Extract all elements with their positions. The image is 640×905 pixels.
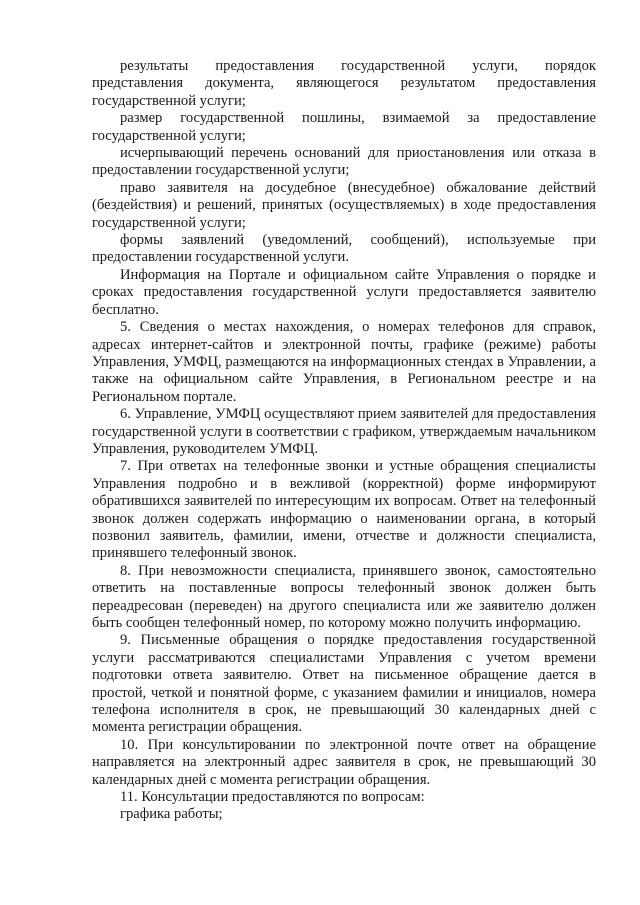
paragraph-5-locations: 5. Сведения о местах нахождения, о номерах телефонов для справок, адресах интернет-сайтов и электронной почты, графике (режиме) работы Управления, УМФЦ, размещаются на информационных стендах в Управлении, а также на официальном сайте Управления, в Региональном реестре и на Региональном портале. (92, 319, 596, 405)
paragraph-application-forms: формы заявлений (уведомлений, сообщений), используемые при предоставлении государственной услуги. (92, 232, 596, 266)
paragraph-8-redirect: 8. При невозможности специалиста, принявшего звонок, самостоятельно ответить на поставленные вопросы телефонный звонок должен быть переадресован (переведен) на другого специалиста или же заявителю должен быть сообщен телефонный номер, по которому можно получить информацию. (92, 562, 596, 631)
paragraph-6-reception: 6. Управление, УМФЦ осуществляют прием заявителей для предоставления государственной услуги в соответствии с графиком, утверждаемым начальником Управления, руководителем УМФЦ. (92, 406, 596, 457)
document-page (92, 58, 596, 824)
paragraph-free-information: Информация на Портале и официальном сайте Управления о порядке и сроках предоставления государственной услуги предоставляется заявителю бесплатно. (92, 266, 596, 318)
paragraph-11-consultations: 11. Консультации предоставляются по вопросам: (120, 789, 425, 806)
paragraph-refusal-grounds: исчерпывающий перечень оснований для приостановления или отказа в предоставлении государственной услуги; (92, 145, 596, 179)
paragraph-state-fee: размер государственной пошлины, взимаемой за предоставление государственной услуги; (92, 110, 596, 144)
paragraph-appeal-right: право заявителя на досудебное (внесудебное) обжалование действий (бездействия) и решений, принятых (осуществляемых) в ходе предоставления государственной услуги; (92, 179, 596, 231)
paragraph-7-phone-answers: 7. При ответах на телефонные звонки и устные обращения специалисты Управления подробно и в вежливой (корректной) форме информируют обратившихся заявителей по интересующим их вопросам. Ответ на телефонный звонок должен содержать информацию о наименовании органа, в который позвонил заявитель, фамилии, имени, отчестве и должности специалиста, принявшего телефонный звонок. (92, 458, 596, 562)
paragraph-9-written-requests: 9. Письменные обращения о порядке предоставления государственной услуги рассматриваются специалистами Управления с учетом времени подготовки ответа заявителю. Ответ на письменное обращение дается в простой, четкой и понятной форме, с указанием фамилии и инициалов, номера телефона исполнителя в срок, не превышающий 30 календарных дней с момента регистрации обращения. (92, 632, 596, 736)
paragraph-10-email: 10. При консультировании по электронной почте ответ на обращение направляется на электронный адрес заявителя в срок, не превышающий 30 календарных дней с момента регистрации обращения. (92, 736, 596, 788)
paragraph-results: результаты предоставления государственной услуги, порядок представления документа, являющегося результатом предоставления государственной услуги; (92, 58, 596, 109)
paragraph-work-schedule: графика работы; (120, 806, 223, 823)
